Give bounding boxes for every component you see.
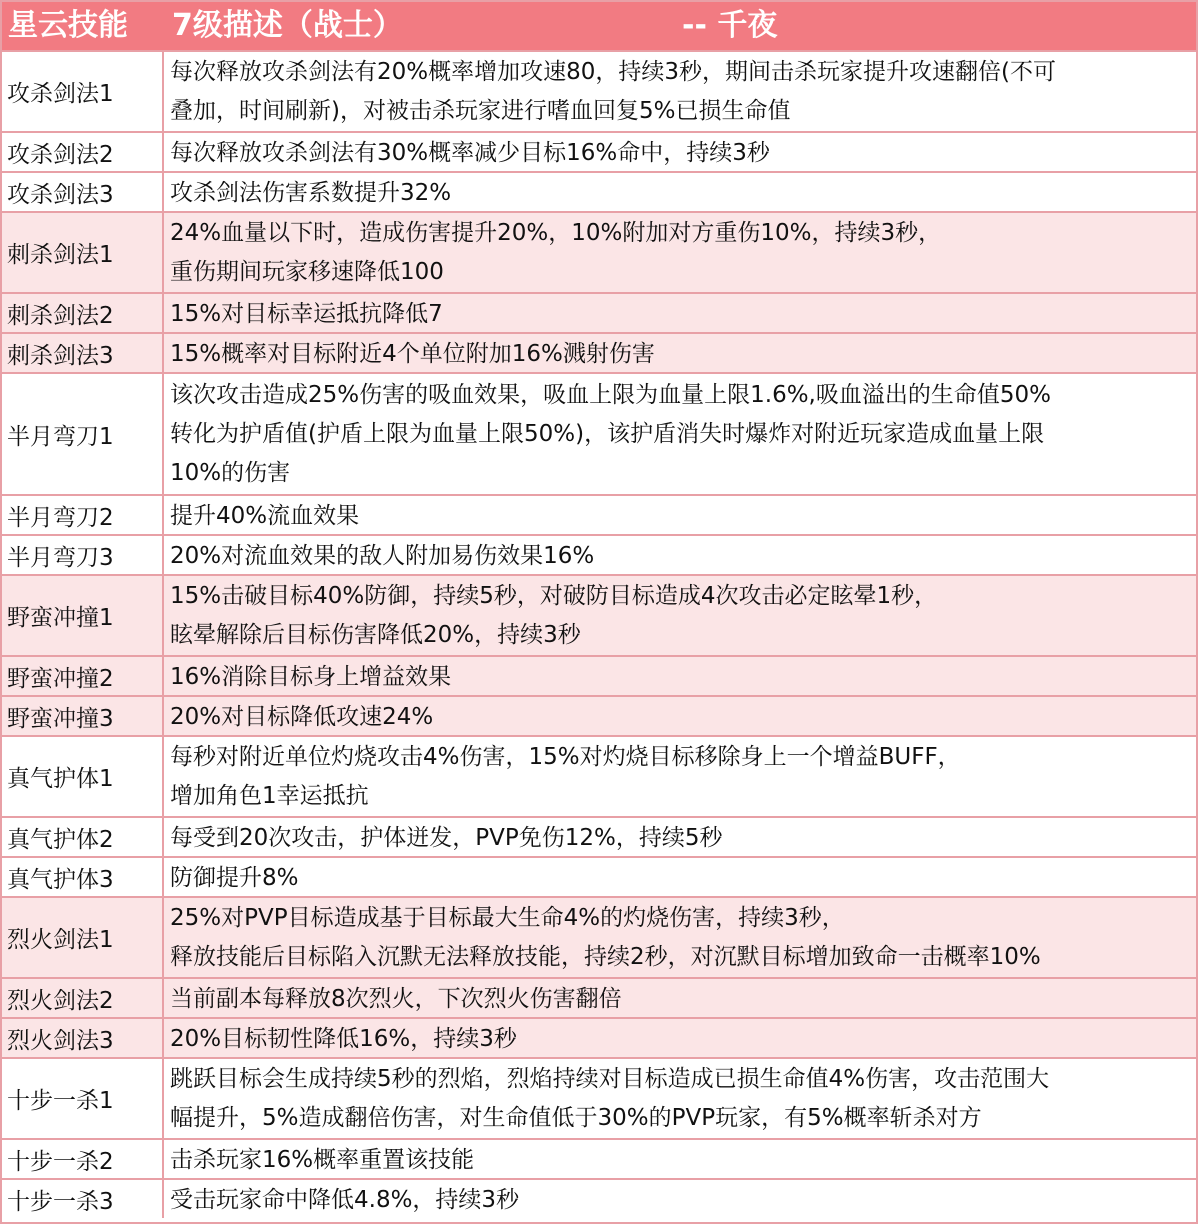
table-row: [2, 131, 1196, 171]
description-line: 防御提升8%: [170, 865, 299, 891]
description-line: 每次释放攻杀剑法有20%概率增加攻速80，持续3秒，期间击杀玩家提升攻速翻倍(不可: [170, 59, 1056, 85]
skill-description: [164, 576, 1196, 655]
description-line: 每受到20次攻击，护体迸发，PVP免伤12%，持续5秒: [170, 825, 723, 851]
skill-name: 攻杀剑法2: [2, 133, 164, 171]
description-line: 15%对目标幸运抵抗降低7: [170, 301, 443, 327]
description-line: 受击玩家命中降低4.8%，持续3秒: [170, 1187, 520, 1213]
description-line: 20%对流血效果的敌人附加易伤效果16%: [170, 543, 595, 569]
description-line: 幅提升，5%造成翻倍伤害，对生命值低于30%的PVP玩家，有5%概率斩杀对方: [170, 1105, 982, 1131]
skill-name: 刺杀剑法2: [2, 294, 164, 332]
skill-name: 野蛮冲撞3: [2, 697, 164, 735]
skill-description: [164, 1140, 1196, 1178]
table-row: [2, 494, 1196, 534]
skill-description: [164, 697, 1196, 735]
skill-description: [164, 173, 1196, 211]
skill-description: [164, 52, 1196, 131]
description-line: 16%消除目标身上增益效果: [170, 664, 452, 690]
table-row: [2, 856, 1196, 896]
skill-name: 十步一杀3: [2, 1180, 164, 1218]
table-body: [2, 50, 1196, 1218]
table-row: [2, 896, 1196, 977]
table-row: [2, 977, 1196, 1017]
skill-description: [164, 213, 1196, 292]
description-line: 击杀玩家16%概率重置该技能: [170, 1147, 475, 1173]
skill-name: 半月弯刀3: [2, 536, 164, 574]
skill-description: [164, 334, 1196, 372]
skill-description: [164, 737, 1196, 816]
skill-description: [164, 818, 1196, 856]
skill-description: [164, 1059, 1196, 1138]
skill-name: 刺杀剑法3: [2, 334, 164, 372]
table-row: [2, 211, 1196, 292]
description-line: 该次攻击造成25%伤害的吸血效果，吸血上限为血量上限1.6%,吸血溢出的生命值50%: [170, 382, 1051, 408]
skill-name: 十步一杀1: [2, 1059, 164, 1138]
table-row: [2, 816, 1196, 856]
skill-description: [164, 294, 1196, 332]
description-line: 释放技能后目标陷入沉默无法释放技能，持续2秒，对沉默目标增加致命一击概率10%: [170, 944, 1041, 970]
skill-name: 真气护体3: [2, 858, 164, 896]
skill-name: 烈火剑法2: [2, 979, 164, 1017]
skill-name: 野蛮冲撞1: [2, 576, 164, 655]
skill-description: [164, 1019, 1196, 1057]
table-row: [2, 171, 1196, 211]
skill-description: [164, 374, 1196, 494]
description-line: 20%对目标降低攻速24%: [170, 704, 434, 730]
table-row: [2, 655, 1196, 695]
skill-name: 野蛮冲撞2: [2, 657, 164, 695]
skill-description: [164, 898, 1196, 977]
description-line: 15%击破目标40%防御，持续5秒，对破防目标造成4次攻击必定眩晕1秒，: [170, 583, 938, 609]
table-row: [2, 372, 1196, 494]
description-line: 增加角色1幸运抵抗: [170, 783, 369, 809]
table-row: [2, 695, 1196, 735]
skill-name: 半月弯刀1: [2, 374, 164, 494]
table-row: [2, 1057, 1196, 1138]
skill-name: 十步一杀2: [2, 1140, 164, 1178]
description-line: 10%的伤害: [170, 460, 291, 486]
skill-name: 半月弯刀2: [2, 496, 164, 534]
skill-name: 攻杀剑法1: [2, 52, 164, 131]
description-line: 每次释放攻杀剑法有30%概率减少目标16%命中，持续3秒: [170, 140, 770, 166]
table-row: [2, 534, 1196, 574]
description-line: 每秒对附近单位灼烧攻击4%伤害，15%对灼烧目标移除身上一个增益BUFF，: [170, 744, 961, 770]
table-row: [2, 50, 1196, 131]
table-row: [2, 332, 1196, 372]
skill-description: [164, 657, 1196, 695]
description-line: 当前副本每释放8次烈火，下次烈火伤害翻倍: [170, 986, 622, 1012]
table-row: [2, 1178, 1196, 1218]
description-line: 眩晕解除后目标伤害降低20%，持续3秒: [170, 622, 581, 648]
description-line: 24%血量以下时，造成伤害提升20%，10%附加对方重伤10%，持续3秒，: [170, 220, 942, 246]
header-subtitle: 7级描述（战士）: [172, 8, 403, 43]
description-line: 20%目标韧性降低16%，持续3秒: [170, 1026, 517, 1052]
table-row: [2, 292, 1196, 332]
description-line: 转化为护盾值(护盾上限为血量上限50%)，该护盾消失时爆炸对附近玩家造成血量上限: [170, 421, 1045, 447]
skill-description: [164, 979, 1196, 1017]
table-row: [2, 1138, 1196, 1178]
header-author: -- 千夜: [682, 8, 778, 43]
table-row: [2, 1017, 1196, 1057]
skill-description: [164, 496, 1196, 534]
skill-description: [164, 1180, 1196, 1218]
description-line: 重伤期间玩家移速降低100: [170, 259, 444, 285]
skill-name: 烈火剑法1: [2, 898, 164, 977]
header-title: 星云技能: [8, 8, 128, 43]
description-line: 跳跃目标会生成持续5秒的烈焰，烈焰持续对目标造成已损生命值4%伤害，攻击范围大: [170, 1066, 1050, 1092]
skill-name: 真气护体1: [2, 737, 164, 816]
description-line: 提升40%流血效果: [170, 503, 360, 529]
skill-name: 真气护体2: [2, 818, 164, 856]
table-header: [2, 2, 1196, 50]
skill-name: 烈火剑法3: [2, 1019, 164, 1057]
table-row: [2, 735, 1196, 816]
description-line: 攻杀剑法伤害系数提升32%: [170, 180, 452, 206]
description-line: 15%概率对目标附近4个单位附加16%溅射伤害: [170, 341, 655, 367]
table-row: [2, 574, 1196, 655]
skill-description: [164, 536, 1196, 574]
skill-name: 刺杀剑法1: [2, 213, 164, 292]
description-line: 叠加，时间刷新)，对被击杀玩家进行嗜血回复5%已损生命值: [170, 98, 791, 124]
skill-name: 攻杀剑法3: [2, 173, 164, 211]
skill-description: [164, 133, 1196, 171]
skill-description: [164, 858, 1196, 896]
description-line: 25%对PVP目标造成基于目标最大生命4%的灼烧伤害，持续3秒，: [170, 905, 845, 931]
